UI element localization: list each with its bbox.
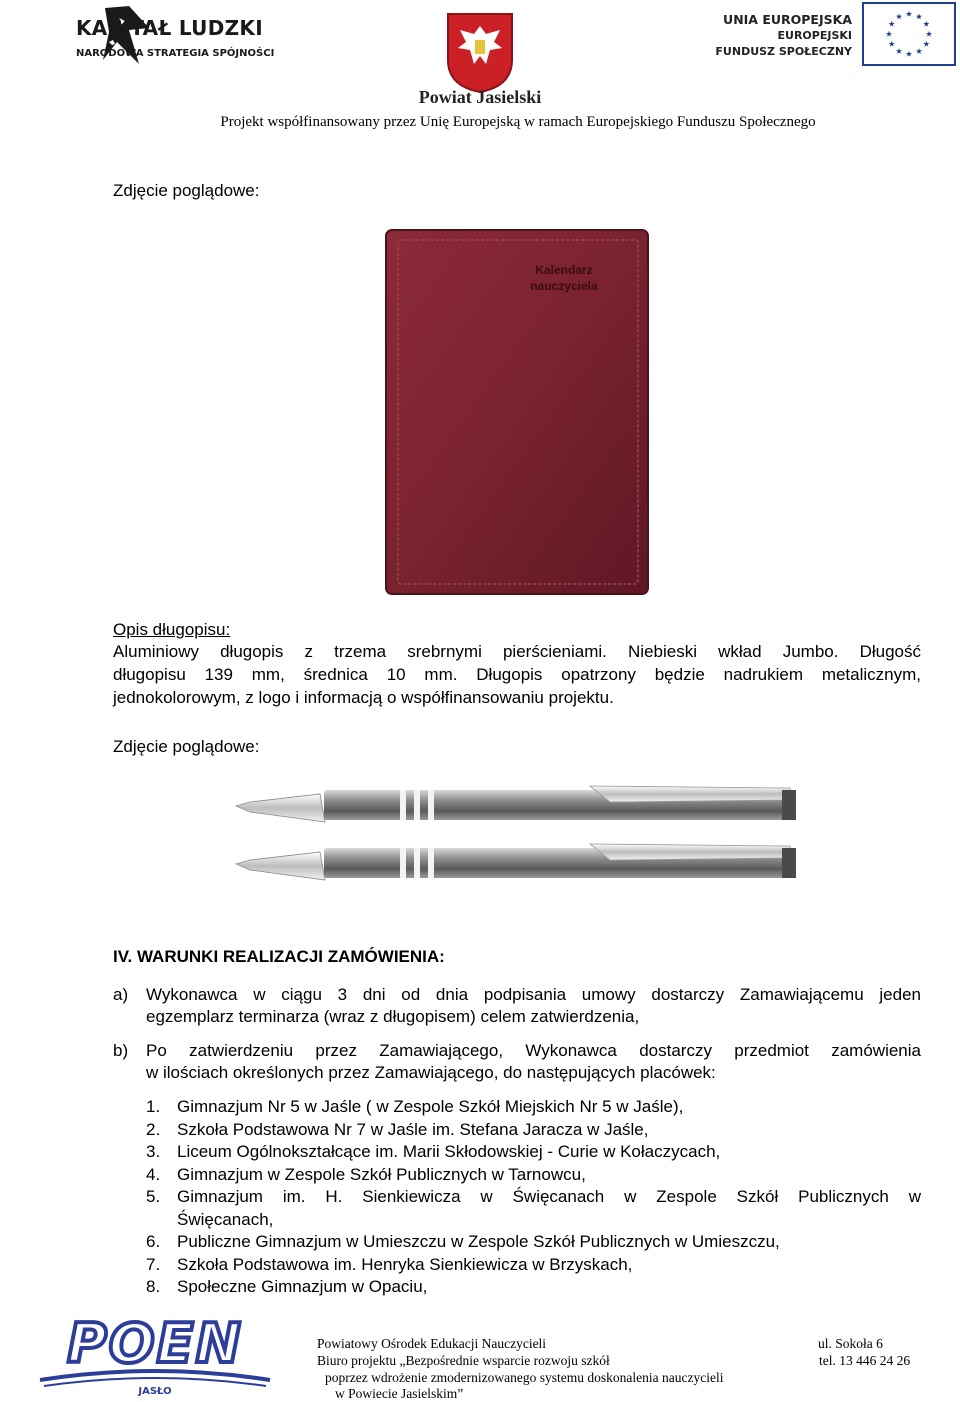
school-number: 7. (146, 1254, 161, 1274)
school-name: Gimnazjum Nr 5 w Jaśle ( w Zespole Szkół Miejskich Nr 5 w Jaśle), (177, 1097, 684, 1116)
item-b-line-1: Po zatwierdzeniu przez Zamawiającego, Wykonawca dostarczy przedmiot zamówienia (146, 1041, 921, 1060)
pen-description-line-1: Aluminiowy długopis z trzema srebrnymi pierścieniami. Niebieski wkład Jumbo. Długość (113, 642, 921, 661)
pen-description-line-3: jednokolorowym, z logo i informacją o współfinansowaniu projektu. (113, 688, 614, 707)
kapital-ludzki-subtitle: NARODOWA STRATEGIA SPÓJNOŚCI (76, 48, 275, 59)
footer-address: ul. Sokoła 6 (818, 1336, 883, 1351)
school-number: 3. (146, 1142, 161, 1161)
item-a-line-1: Wykonawca w ciągu 3 dni od dnia podpisania umowy dostarczy Zamawiającemu jeden (146, 985, 921, 1004)
poen-logo-icon (30, 1300, 280, 1396)
school-name: Społeczne Gimnazjum w Opaciu, (177, 1277, 428, 1296)
pen-2 (236, 844, 796, 880)
school-name: Liceum Ogólnokształcące im. Marii Skłodowskiej - Curie w Kołaczycach, (177, 1142, 721, 1161)
school-number: 6. (146, 1232, 161, 1251)
eu-line-2: EUROPEJSKI (777, 29, 852, 42)
powiat-jasielski-label: Powiat Jasielski (418, 87, 542, 107)
notebook-photo (384, 228, 650, 596)
footer-org: Powiatowy Ośrodek Edukacji Nauczycieli (317, 1336, 547, 1351)
item-b-body (146, 1040, 921, 1084)
pens-photo (230, 784, 800, 894)
photo-caption-notebook: Zdjęcie poglądowe: (113, 181, 260, 200)
pen-description-line-2: długopisu 139 mm, średnica 10 mm. Długopis opatrzony będzie nadrukiem metalicznym, (113, 665, 921, 684)
item-a-line-2: egzemplarz terminarza (wraz z długopisem) celem zatwierdzenia, (146, 1007, 640, 1026)
school-number: 4. (146, 1164, 161, 1184)
school-name: Gimnazjum im. H. Sienkiewicza w Święcanach w Zespole Szkół Publicznych w (177, 1187, 921, 1206)
kapital-ludzki-title: KAPITAŁ LUDZKI (76, 16, 263, 40)
school-name: Szkoła Podstawowa im. Henryka Sienkiewicza w Brzyskach, (177, 1254, 633, 1274)
footer-line-3: poprzez wdrożenie zmodernizowanego systemu doskonalenia nauczycieli (325, 1370, 724, 1385)
eu-line-1: UNIA EUROPEJSKA (723, 12, 852, 27)
eu-flag-icon (862, 2, 956, 66)
item-b-line-2: w ilościach określonych przez Zamawiającego, do następujących placówek: (146, 1063, 716, 1082)
school-number: 5. (146, 1187, 161, 1206)
school-name-continuation: Święcanach, (177, 1209, 274, 1229)
school-name: Gimnazjum w Zespole Szkół Publicznych w Tarnowcu, (177, 1164, 586, 1184)
project-cofinancing-line: Projekt współfinansowany przez Unię Europejską w ramach Europejskiego Funduszu Społecznego (220, 114, 816, 130)
poen-logo-text: POEN (67, 1312, 243, 1375)
pen-description-title: Opis długopisu: (113, 620, 231, 639)
footer-phone: tel. 13 446 24 26 (819, 1353, 911, 1368)
item-b-label: b) (113, 1041, 129, 1060)
school-name: Szkoła Podstawowa Nr 7 w Jaśle im. Stefana Jaracza w Jaśle, (177, 1119, 649, 1139)
poen-logo-sub: JASŁO (138, 1386, 172, 1396)
footer-office: Biuro projektu „Bezpośrednie wsparcie rozwoju szkół (317, 1353, 610, 1368)
eu-line-3: FUNDUSZ SPOŁECZNY (715, 45, 852, 58)
school-number: 1. (146, 1097, 161, 1116)
footer-line-4: w Powiecie Jasielskim” (335, 1386, 464, 1401)
school-number: 8. (146, 1277, 161, 1296)
eu-fund-label (690, 12, 852, 60)
item-a-body (146, 984, 921, 1028)
notebook-cover-line-1: Kalendarz (535, 263, 593, 277)
pen-1 (236, 786, 796, 822)
powiat-crest-icon (444, 10, 516, 94)
school-name: Publiczne Gimnazjum w Umieszczu w Zespole Szkół Publicznych w Umieszczu, (177, 1232, 780, 1251)
item-a-label: a) (113, 985, 129, 1004)
notebook-cover-line-2: nauczyciela (530, 279, 598, 293)
photo-caption-pens: Zdjęcie poglądowe: (113, 737, 260, 756)
section-heading: IV. WARUNKI REALIZACJI ZAMÓWIENIA: (113, 947, 445, 966)
school-number: 2. (146, 1119, 161, 1139)
